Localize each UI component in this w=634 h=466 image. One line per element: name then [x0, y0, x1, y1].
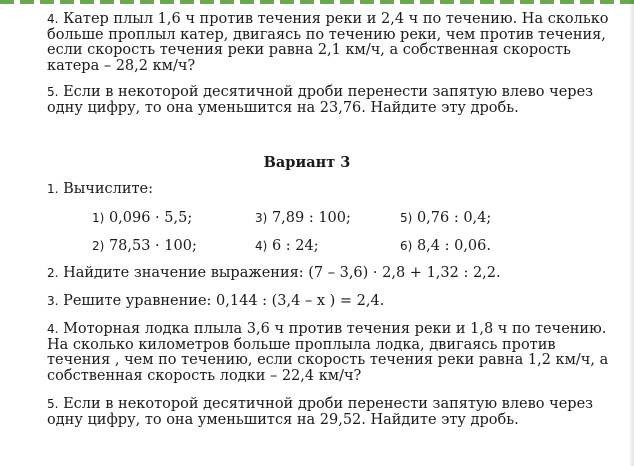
task-5	[47, 397, 606, 428]
task-2	[47, 266, 606, 282]
task-number: 2.	[47, 266, 59, 280]
task-number: 3.	[47, 294, 59, 308]
task-line: 3. Решите уравнение: 0,144 : (3,4 – x ) = 2,4.	[47, 293, 385, 309]
task-line: 5. Если в некоторой десятичной дроби перенести запятую влево через	[47, 396, 594, 412]
task-line: 4. Моторная лодка плыла 3,6 ч против течения реки и 1,8 ч по течению.	[47, 321, 607, 337]
page-edge-shadow	[629, 0, 634, 466]
task-1	[47, 182, 606, 198]
task-line: 5. Если в некоторой десятичной дроби перенести запятую влево через	[47, 84, 594, 100]
task-1-item-3: 3) 7,89 : 100;	[255, 210, 351, 226]
task-line: одну цифру, то она уменьшится на 29,52. Найдите эту дробь.	[47, 411, 519, 428]
task-number: 5.	[47, 397, 59, 411]
task-line: 2. Найдите значение выражения: (7 – 3,6) · 2,8 + 1,32 : 2,2.	[47, 265, 501, 281]
task-line: если скорость течения реки равна 2,1 км/ч, а собственная скорость	[47, 42, 571, 58]
task-number: 5.	[47, 85, 59, 99]
task-line: катера – 28,2 км/ч?	[47, 57, 196, 74]
task-line: одну цифру, то она уменьшится на 23,76. Найдите эту дробь.	[47, 99, 519, 116]
task-line: 1. Вычислите:	[47, 181, 153, 197]
task-1-item-6: 6) 8,4 : 0,06.	[400, 238, 491, 254]
task-line: На сколько километров больше проплыла лодка, двигаясь против	[47, 336, 556, 353]
task-4	[47, 321, 609, 384]
task-4-previous	[47, 11, 609, 74]
task-1-item-1: 1) 0,096 · 5,5;	[92, 210, 193, 226]
task-1-item-5: 5) 0,76 : 0,4;	[400, 210, 492, 226]
variant-title: Вариант 3	[263, 154, 351, 171]
task-line: течения , чем по течению, если скорость течения реки равна 1,2 км/ч, а	[47, 352, 609, 368]
task-1-item-2: 2) 78,53 · 100;	[92, 238, 197, 254]
task-5-previous	[47, 85, 606, 116]
task-number: 4.	[47, 322, 59, 336]
task-line: собственная скорость лодки – 22,4 км/ч?	[47, 367, 362, 384]
top-decorative-strip	[0, 0, 634, 4]
task-number: 4.	[47, 12, 59, 26]
task-3	[47, 294, 606, 310]
task-1-item-4: 4) 6 : 24;	[255, 238, 319, 254]
task-number: 1.	[47, 182, 59, 196]
task-line: 4. Катер плыл 1,6 ч против течения реки и 2,4 ч по течению. На сколько	[47, 11, 609, 27]
task-line: больше проплыл катер, двигаясь по течению реки, чем против течения,	[47, 26, 606, 43]
